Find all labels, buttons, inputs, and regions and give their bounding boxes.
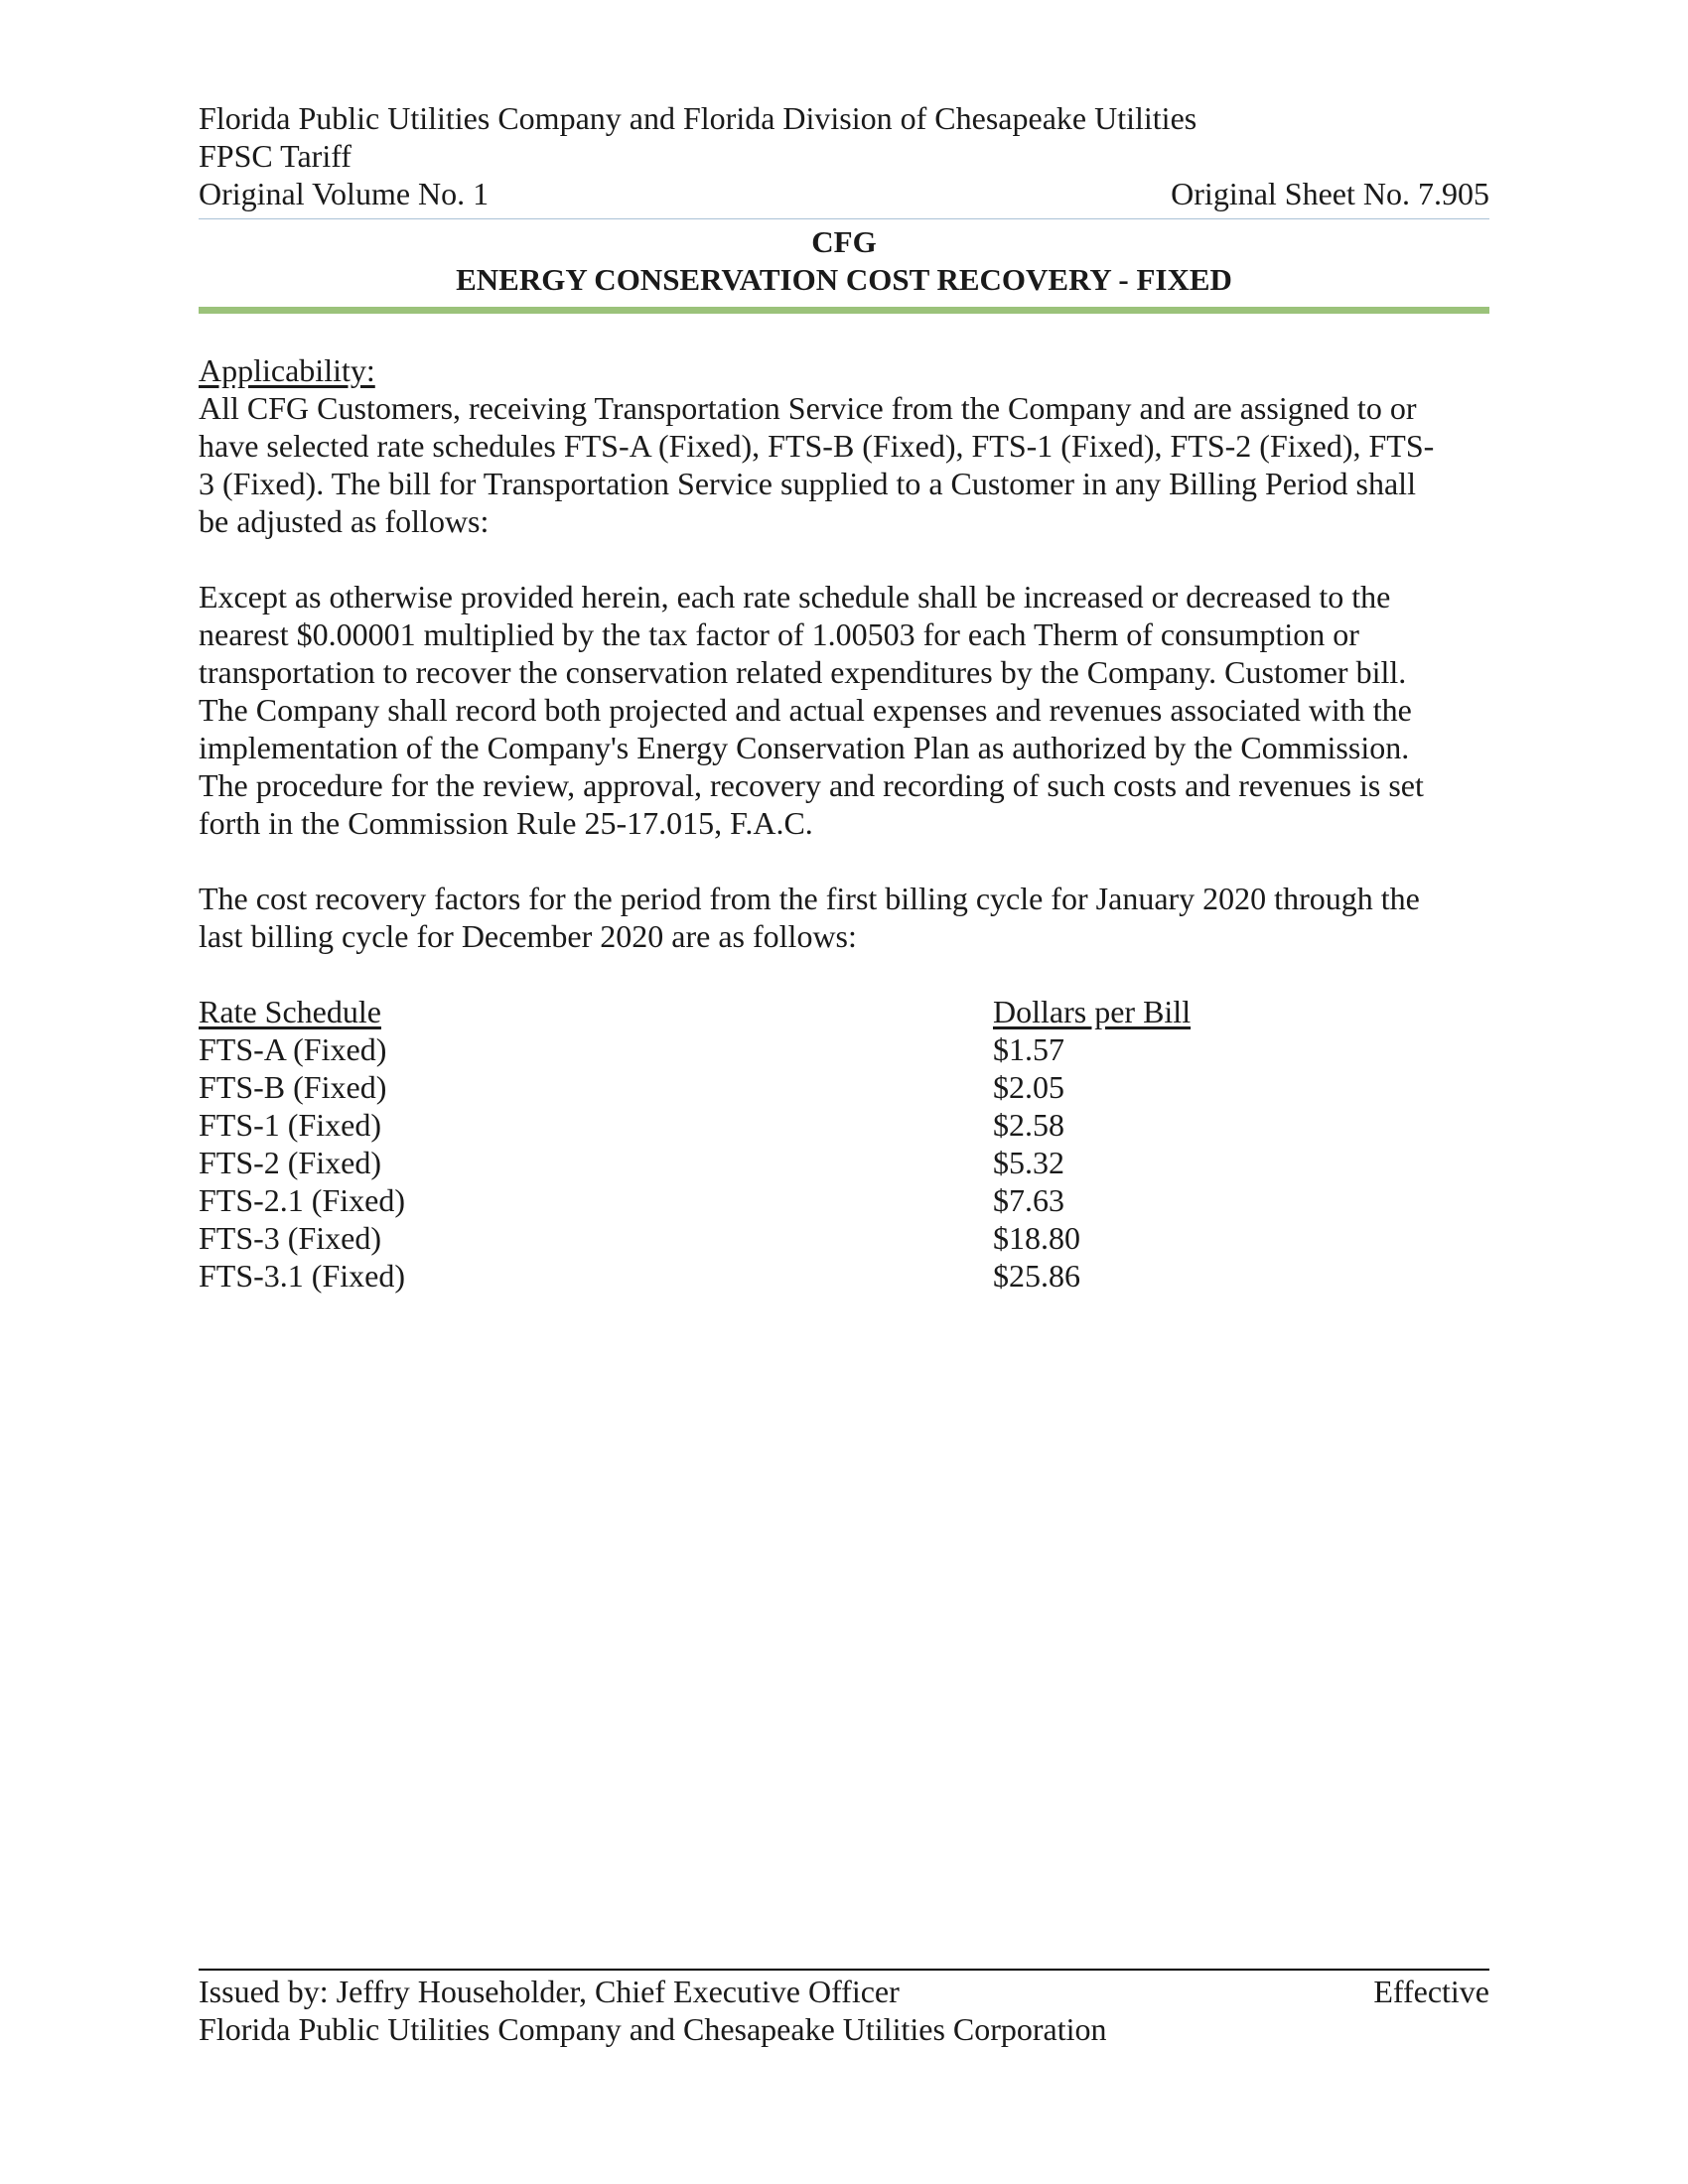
paragraph-line: The procedure for the review, approval, recovery and recording of such costs and revenues is set (199, 767, 1424, 803)
applicability-line: All CFG Customers, receiving Transportation Service from the Company and are assigned to or (199, 390, 1417, 426)
footer-company: Florida Public Utilities Company and Chesapeake Utilities Corporation (199, 2011, 1107, 2047)
rate-schedule-cell: FTS-2 (Fixed) (199, 1145, 381, 1180)
table-row (199, 1030, 1489, 1068)
table-row (199, 1106, 1489, 1144)
dollars-per-bill-cell: $7.63 (993, 1182, 1064, 1218)
paragraph-line: Except as otherwise provided herein, each rate schedule shall be increased or decreased to the (199, 579, 1391, 614)
applicability-line: have selected rate schedules FTS-A (Fixed), FTS-B (Fixed), FTS-1 (Fixed), FTS-2 (Fixed), FTS- (199, 428, 1435, 464)
rate-schedule-header: Rate Schedule (199, 994, 381, 1029)
footer-divider (199, 1969, 1489, 1971)
footer-issued-by: Issued by: Jeffry Householder, Chief Executive Officer (199, 1974, 900, 2009)
title-divider (199, 307, 1489, 314)
conservation-paragraph (199, 578, 1489, 842)
page-title: ENERGY CONSERVATION COST RECOVERY - FIXED (456, 262, 1232, 297)
paragraph-line: last billing cycle for December 2020 are as follows: (199, 918, 857, 954)
dollars-per-bill-cell: $2.05 (993, 1069, 1064, 1105)
rate-schedule-cell: FTS-2.1 (Fixed) (199, 1182, 405, 1218)
applicability-line: be adjusted as follows: (199, 503, 490, 539)
dollars-per-bill-cell: $1.57 (993, 1031, 1064, 1067)
page-header (199, 99, 1489, 219)
applicability-section (199, 351, 1489, 540)
dollars-per-bill-cell: $18.80 (993, 1220, 1080, 1256)
applicability-line: 3 (Fixed). The bill for Transportation Service supplied to a Customer in any Billing Period shall (199, 466, 1416, 501)
header-volume: Original Volume No. 1 (199, 176, 490, 211)
dollars-per-bill-cell: $25.86 (993, 1258, 1080, 1294)
recovery-factors-paragraph (199, 880, 1489, 955)
table-row (199, 1144, 1489, 1181)
dollars-per-bill-header: Dollars per Bill (993, 994, 1192, 1029)
applicability-heading: Applicability: (199, 352, 375, 388)
rate-schedule-cell: FTS-3 (Fixed) (199, 1220, 381, 1256)
rate-table (199, 993, 1489, 1295)
footer-effective: Effective (1373, 1974, 1489, 2009)
rate-schedule-cell: FTS-B (Fixed) (199, 1069, 387, 1105)
tariff-page (199, 99, 1489, 1295)
table-row (199, 1219, 1489, 1257)
paragraph-line: implementation of the Company's Energy Conservation Plan as authorized by the Commission. (199, 730, 1410, 765)
header-divider (199, 218, 1489, 219)
rate-table-header (199, 993, 1489, 1030)
page-footer (199, 1969, 1489, 2048)
header-volume-row (199, 175, 1489, 212)
table-row (199, 1257, 1489, 1295)
table-row (199, 1181, 1489, 1219)
dollars-per-bill-cell: $5.32 (993, 1145, 1064, 1180)
table-row (199, 1068, 1489, 1106)
header-sheet-number: Original Sheet No. 7.905 (1171, 176, 1489, 211)
header-tariff: FPSC Tariff (199, 138, 352, 174)
dollars-per-bill-cell: $2.58 (993, 1107, 1064, 1143)
paragraph-line: nearest $0.00001 multiplied by the tax factor of 1.00503 for each Therm of consumption or (199, 616, 1359, 652)
rate-schedule-cell: FTS-1 (Fixed) (199, 1107, 381, 1143)
rate-schedule-cell: FTS-3.1 (Fixed) (199, 1258, 405, 1294)
paragraph-line: transportation to recover the conservation related expenditures by the Company. Customer bill. (199, 654, 1407, 690)
paragraph-line: forth in the Commission Rule 25-17.015, F.A.C. (199, 805, 813, 841)
paragraph-line: The cost recovery factors for the period from the first billing cycle for January 2020 through the (199, 881, 1420, 916)
rate-schedule-cell: FTS-A (Fixed) (199, 1031, 387, 1067)
header-company: Florida Public Utilities Company and Florida Division of Chesapeake Utilities (199, 100, 1197, 136)
title-cfg: CFG (811, 224, 877, 259)
footer-issued-row (199, 1973, 1489, 2010)
paragraph-line: The Company shall record both projected and actual expenses and revenues associated with the (199, 692, 1412, 728)
